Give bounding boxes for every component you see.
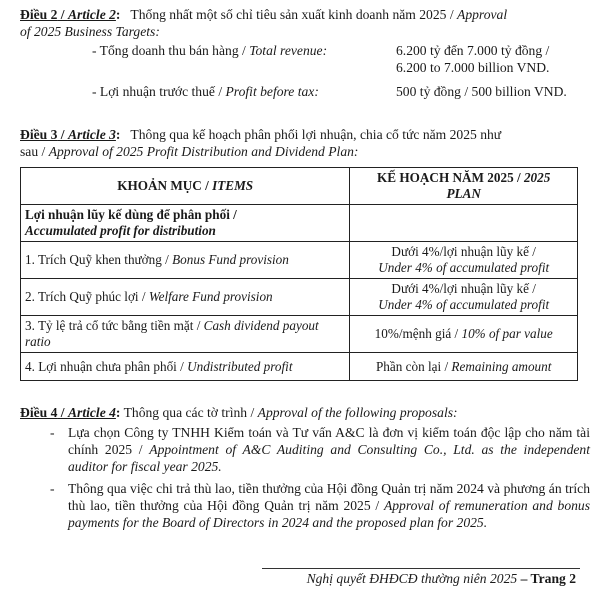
table-cell-plan: Dưới 4%/lợi nhuận lũy kế / Under 4% of accumulated profit xyxy=(350,279,578,316)
list-item: - Lựa chọn Công ty TNHH Kiểm toán và Tư vấn A&C là đơn vị kiểm toán độc lập cho năm tài chính 2025 / Appointment of A&C Auditing and Consulting Co., Ltd. as the independent auditor for fiscal year 2025. xyxy=(50,425,590,474)
profit-label-en: Profit before tax: xyxy=(225,84,319,99)
article-2-title-en: Article 2 xyxy=(67,7,116,22)
article-4-text-en: Approval of the following proposals: xyxy=(257,405,458,420)
profit-value: 500 tỷ đồng / 500 billion VND. xyxy=(396,84,567,99)
list-item: - Thông qua việc chi trả thù lao, tiền thưởng của Hội đồng Quản trị năm 2024 và phương án trích thù lao, tiền thưởng của Hội đồng Quản trị năm 2025 / Approval of remuneration and bonus payments for the Board of Directors in 2024 and the proposed plan for 2025. xyxy=(50,481,590,530)
article-2-text-en-a: Approval xyxy=(457,7,508,22)
article-3-subtitle: sau / Approval of 2025 Profit Distribution and Dividend Plan: xyxy=(20,144,359,159)
footer-divider xyxy=(262,568,580,569)
table-row xyxy=(21,316,578,353)
table-cell-item: 3. Tỷ lệ trả cổ tức bằng tiền mặt / Cash dividend payout ratio xyxy=(21,316,350,353)
article-2-text-vi: Thống nhất một số chỉ tiêu sản xuất kinh doanh năm 2025 xyxy=(130,7,447,22)
table-cell-plan: Dưới 4%/lợi nhuận lũy kế / Under 4% of accumulated profit xyxy=(350,242,578,279)
profit-label-vi: - Lợi nhuận trước thuế xyxy=(92,84,215,99)
table-row xyxy=(21,279,578,316)
article-3-title-en: Article 3 xyxy=(67,127,116,142)
table-cell-plan: 10%/mệnh giá / 10% of par value xyxy=(350,316,578,353)
table-cell-item: 2. Trích Quỹ phúc lợi / Welfare Fund provision xyxy=(21,279,350,316)
article-3-text-vi: Thông qua kế hoạch phân phối lợi nhuận, chia cổ tức năm 2025 như xyxy=(130,127,502,142)
dash-bullet-icon: - xyxy=(50,481,55,496)
table-row xyxy=(21,205,578,242)
table-row xyxy=(21,242,578,279)
page-footer xyxy=(307,570,576,587)
table-cell-item: 4. Lợi nhuận chưa phân phối / Undistributed profit xyxy=(21,353,350,381)
article-4-heading: Điều 4 / Article 4: Thông qua các tờ trình / Approval of the following proposals: xyxy=(20,405,458,420)
article-2-item-profit: - Lợi nhuận trước thuế / Profit before tax: 500 tỷ đồng / 500 billion VND. xyxy=(92,84,567,99)
article-2-heading: Điều 2 / Article 2: Thống nhất một số chỉ tiêu sản xuất kinh doanh năm 2025 / Approval xyxy=(20,7,508,22)
table-cell-plan xyxy=(350,205,578,242)
article-3-heading: Điều 3 / Article 3: Thông qua kế hoạch phân phối lợi nhuận, chia cổ tức năm 2025 như xyxy=(20,127,502,142)
table-cell-plan: Phần còn lại / Remaining amount xyxy=(350,353,578,381)
article-4-title-vi: Điều 4 xyxy=(20,405,58,420)
article-4-proposals xyxy=(20,424,590,531)
table-header-plan: KẾ HOẠCH NĂM 2025 / 2025 PLAN xyxy=(350,168,578,205)
table-header-row xyxy=(21,168,578,205)
revenue-label-vi: - Tổng doanh thu bán hàng xyxy=(92,43,239,58)
article-3-text-en: Approval of 2025 Profit Distribution and Dividend Plan: xyxy=(48,144,359,159)
table-cell-item: Lợi nhuận lũy kế dùng để phân phối / Accumulated profit for distribution xyxy=(21,205,350,242)
table-header-items: KHOẢN MỤC / ITEMS xyxy=(21,168,350,205)
article-4-text-vi: Thông qua các tờ trình / xyxy=(123,405,255,420)
revenue-value-line2: 6.200 to 7.000 billion VND. xyxy=(396,60,550,75)
table-row xyxy=(21,353,578,381)
profit-distribution-table xyxy=(20,167,578,381)
footer-doc-name: Nghị quyết ĐHĐCĐ thường niên 2025 xyxy=(306,571,518,586)
article-2-item-revenue: - Tổng doanh thu bán hàng / Total revenue: 6.200 tỷ đến 7.000 tỷ đồng / 6.200 to 7.000 billion VND. xyxy=(92,43,550,75)
article-2-subtitle: of 2025 Business Targets: xyxy=(20,24,160,39)
article-4-title-en: Article 4 xyxy=(67,405,116,420)
dash-bullet-icon: - xyxy=(50,425,55,440)
revenue-label-en: Total revenue: xyxy=(249,43,328,58)
footer-page-number: – Trang 2 xyxy=(520,571,576,586)
revenue-value-line1: 6.200 tỷ đến 7.000 tỷ đồng / xyxy=(396,43,550,58)
article-3-title-vi: Điều 3 xyxy=(20,127,58,142)
table-cell-item: 1. Trích Quỹ khen thưởng / Bonus Fund provision xyxy=(21,242,350,279)
article-2-title-vi: Điều 2 xyxy=(20,7,58,22)
